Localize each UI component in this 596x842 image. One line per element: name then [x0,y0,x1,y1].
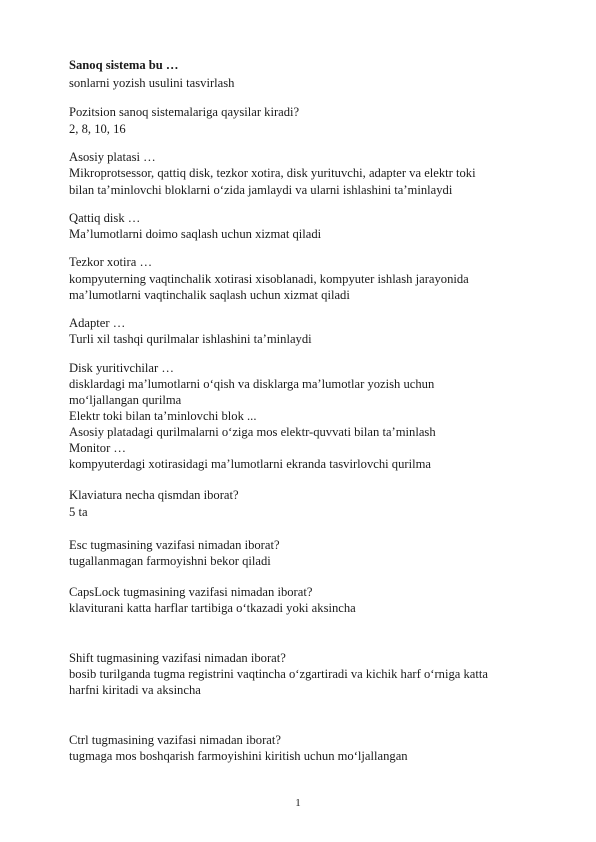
line-21: Klaviatura necha qismdan iborat? [69,488,239,502]
line-1: sonlarni yozish usulini tasvirlash [69,76,235,90]
line-20: kompyuterdagi xotirasidagi ma’lumotlarni ekranda tasvirlovchi qurilma [69,457,431,471]
line-25: CapsLock tugmasining vazifasi nimadan iborat? [69,585,313,599]
line-28: bosib turilganda tugma registrini vaqtincha o‘zgartiradi va kichik harf o‘rniga katta [69,667,488,681]
line-7: Qattiq disk … [69,211,141,225]
line-26: klaviturani katta harflar tartibiga o‘tkazadi yoki aksincha [69,601,356,615]
line-10: kompyuterning vaqtinchalik xotirasi xisoblanadi, kompyuter ishlash jarayonida [69,272,469,286]
line-8: Ma’lumotlarni doimo saqlash uchun xizmat qiladi [69,227,322,241]
line-4: Asosiy platasi … [69,150,156,164]
line-5: Mikroprotsessor, qattiq disk, tezkor xotira, disk yurituvchi, adapter va elektr toki [69,166,476,180]
line-9: Tezkor xotira … [69,255,153,269]
line-0: Sanoq sistema bu … [69,58,179,72]
line-19: Monitor … [69,441,127,455]
line-18: Asosiy platadagi qurilmalarni o‘ziga mos elektr-quvvati bilan ta’minlash [69,425,436,439]
page-number: 1 [295,797,301,809]
line-16: mo‘ljallangan qurilma [69,393,182,407]
line-31: tugmaga mos boshqarish farmoyishini kiritish uchun mo‘ljallangan [69,749,408,763]
line-3: 2, 8, 10, 16 [69,122,126,136]
line-23: Esc tugmasining vazifasi nimadan iborat? [69,538,280,552]
line-15: disklardagi ma’lumotlarni o‘qish va disklarga ma’lumotlar yozish uchun [69,377,435,391]
line-14: Disk yuritivchilar … [69,361,174,375]
line-24: tugallanmagan farmoyishni bekor qiladi [69,554,271,568]
line-13: Turli xil tashqi qurilmalar ishlashini ta’minlaydi [69,332,312,346]
line-17: Elektr toki bilan ta’minlovchi blok ... [69,409,257,423]
line-30: Ctrl tugmasining vazifasi nimadan iborat? [69,733,281,747]
line-29: harfni kiritadi va aksincha [69,683,201,697]
line-11: ma’lumotlarni vaqtinchalik saqlash uchun xizmat qiladi [69,288,350,302]
line-12: Adapter … [69,316,126,330]
line-2: Pozitsion sanoq sistemalariga qaysilar kiradi? [69,105,300,119]
line-22: 5 ta [69,505,88,519]
line-27: Shift tugmasining vazifasi nimadan iborat? [69,651,286,665]
line-6: bilan ta’minlovchi bloklarni o‘zida jamlaydi va ularni ishlashini ta’minlaydi [69,183,453,197]
